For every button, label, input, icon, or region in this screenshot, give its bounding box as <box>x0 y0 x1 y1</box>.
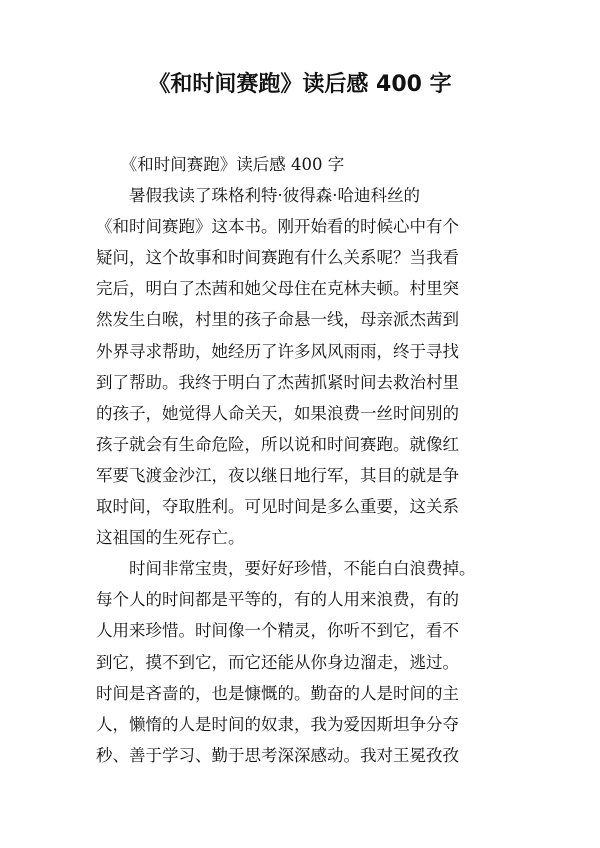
text-line: 每个人的时间都是平等的，有的人用来浪费，有的 <box>96 590 459 610</box>
text-line: 军要飞渡金沙江，夜以继日地行军，其目的就是争 <box>96 465 459 485</box>
text-line: 人，懒惰的人是时间的奴隶，我为爱因斯坦争分夺 <box>96 714 459 734</box>
page-title: 《和时间赛跑》读后感 400 字 <box>148 72 452 97</box>
text-line: 完后，明白了杰茜和她父母住在克林夫顿。村里突 <box>96 279 459 299</box>
text-line: 的孩子，她觉得人命关天，如果浪费一丝时间别的 <box>96 403 459 423</box>
text-line: 这祖国的生死存亡。 <box>96 528 245 548</box>
text-line: 到它，摸不到它，而它还能从你身边溜走，逃过。 <box>96 652 459 672</box>
text-line: 《和时间赛跑》读后感 400 字 <box>96 155 345 174</box>
text-line: 到了帮助。我终于明白了杰茜抓紧时间去救治村里 <box>96 372 459 392</box>
text-line: 取时间，夺取胜利。可见时间是多么重要，这关系 <box>96 497 459 517</box>
text-line: 秒、善于学习、勤于思考深深感动。我对王冕孜孜 <box>96 745 459 765</box>
text-line: 外界寻求帮助，她经历了许多风风雨雨，终于寻找 <box>96 341 459 361</box>
article-body <box>96 149 526 771</box>
text-line: 疑问，这个故事和时间赛跑有什么关系呢？当我看 <box>96 248 459 268</box>
text-line: 人用来珍惜。时间像一个精灵，你听不到它，看不 <box>96 621 459 641</box>
text-line: 暑假我读了珠格利特·彼得森·哈迪科丝的 <box>96 186 420 206</box>
text-line: 时间是吝啬的，也是慷慨的。勤奋的人是时间的主 <box>96 683 459 703</box>
text-line: 孩子就会有生命危险，所以说和时间赛跑。就像红 <box>96 434 459 454</box>
text-line: 时间非常宝贵，要好好珍惜，不能白白浪费掉。 <box>96 559 476 579</box>
text-line: 然发生白喉，村里的孩子命悬一线，母亲派杰茜到 <box>96 310 459 330</box>
text-line: 《和时间赛跑》这本书。刚开始看的时候心中有个 <box>96 217 459 237</box>
